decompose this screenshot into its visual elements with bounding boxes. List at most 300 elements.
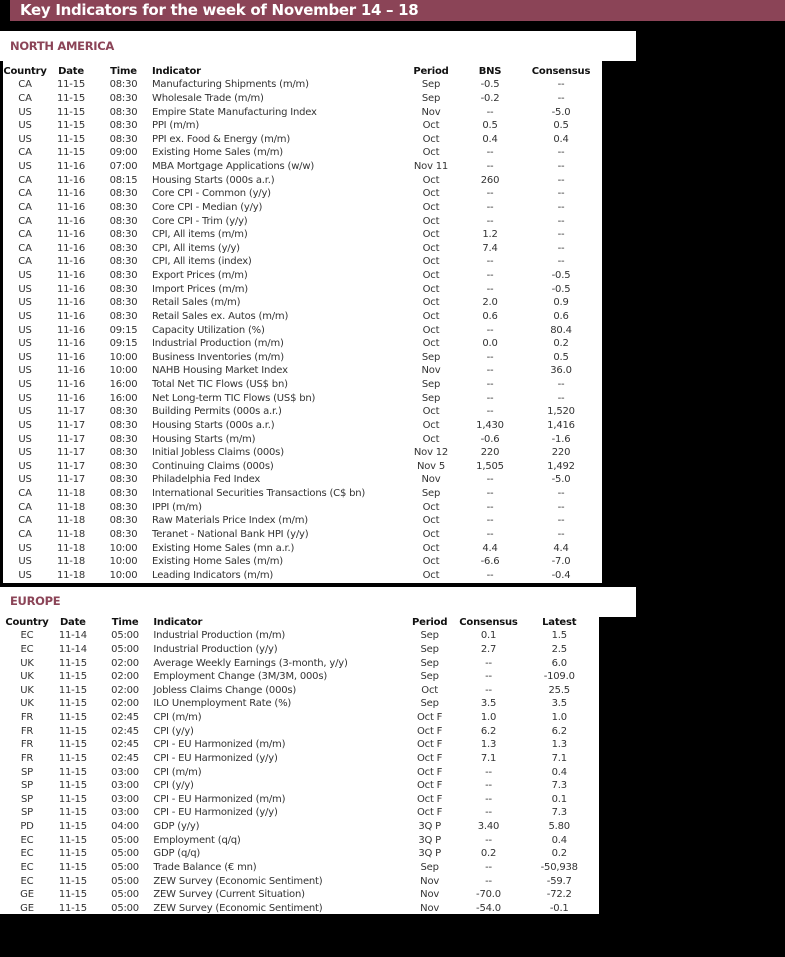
cell-date: 11-16	[56, 161, 86, 173]
cell-indicator: CPI, All items (y/y)	[152, 242, 240, 254]
cell-indicator: Total Net TIC Flows (US$ bn)	[152, 379, 288, 391]
cell-value-b: --	[557, 161, 565, 173]
cell-period: Oct F	[417, 752, 443, 764]
cell-date: 11-16	[56, 324, 86, 336]
cell-country: CA	[18, 188, 32, 200]
cell-value-a: 3.5	[480, 698, 497, 710]
cell-indicator: MBA Mortgage Applications (w/w)	[152, 161, 315, 173]
table-row	[5, 874, 599, 888]
cell-indicator: Net Long-term TIC Flows (US$ bn)	[152, 392, 316, 404]
cell-period: Sep	[420, 698, 439, 710]
cell-time: 02:00	[111, 684, 139, 696]
cell-value-a: --	[486, 351, 494, 363]
cell-country: EC	[20, 834, 34, 846]
cell-country: US	[18, 419, 32, 431]
cell-indicator: Initial Jobless Claims (000s)	[152, 447, 284, 459]
cell-value-a: 0.4	[482, 133, 498, 145]
cell-value-a: --	[486, 488, 494, 500]
cell-value-a: --	[486, 256, 494, 268]
cell-time: 16:00	[109, 379, 138, 391]
cell-date: 11-15	[58, 698, 87, 710]
cell-value-a: --	[486, 106, 494, 118]
cell-date: 11-15	[58, 793, 87, 805]
cell-time: 10:00	[109, 351, 138, 363]
cell-value-b: --	[557, 201, 565, 213]
cell-indicator: Core CPI - Trim (y/y)	[152, 215, 248, 227]
cell-value-a: -0.5	[480, 79, 500, 91]
cell-period: Oct F	[417, 712, 443, 724]
cell-period: Sep	[421, 392, 441, 404]
cell-indicator: Business Inventories (m/m)	[152, 351, 284, 363]
cell-time: 08:30	[109, 488, 138, 500]
cell-country: UK	[20, 684, 34, 696]
cell-value-a: --	[485, 657, 492, 669]
cell-time: 05:00	[111, 902, 139, 914]
cell-value-a: --	[486, 324, 494, 336]
cell-time: 08:30	[109, 460, 138, 472]
cell-time: 02:45	[111, 725, 139, 737]
cell-value-a: -54.0	[476, 902, 501, 914]
cell-period: Nov 5	[416, 460, 446, 472]
cell-value-b: 5.80	[548, 821, 570, 833]
cell-value-b: 7.3	[551, 780, 567, 792]
cell-country: PD	[20, 821, 34, 833]
cell-date: 11-15	[56, 92, 86, 104]
cell-country: GE	[20, 902, 34, 914]
cell-value-a: 1.0	[480, 712, 497, 724]
cell-period: Oct	[422, 515, 440, 527]
cell-value-a: --	[486, 569, 494, 581]
table-row	[3, 569, 601, 583]
cell-value-b: -0.4	[551, 569, 571, 581]
cell-period: Oct	[422, 310, 440, 322]
cell-country: US	[18, 379, 32, 391]
col-header-date: Date	[59, 617, 86, 628]
cell-date: 11-15	[56, 133, 86, 145]
table-row	[3, 119, 601, 133]
cell-time: 08:30	[109, 106, 138, 118]
cell-country: EC	[20, 630, 34, 642]
cell-time: 08:15	[109, 174, 138, 186]
cell-country: US	[18, 297, 32, 309]
cell-country: UK	[20, 657, 34, 669]
cell-date: 11-16	[56, 283, 86, 295]
cell-country: US	[18, 351, 32, 363]
col-header-country: Country	[3, 66, 47, 77]
cell-value-b: 0.9	[553, 297, 569, 309]
table-row	[5, 847, 599, 861]
cell-time: 08:30	[109, 310, 138, 322]
table-row	[5, 643, 599, 657]
cell-value-b: 0.5	[553, 120, 569, 132]
table-row	[3, 351, 601, 365]
cell-value-a: --	[485, 807, 492, 819]
cell-indicator: International Securities Transactions (C$ bn)	[152, 488, 366, 500]
cell-value-a: --	[486, 283, 494, 295]
cell-time: 05:00	[111, 834, 139, 846]
cell-value-a: 1.2	[482, 229, 498, 241]
cell-value-b: 4.4	[553, 542, 569, 554]
cell-period: Sep	[420, 630, 439, 642]
cell-country: CA	[18, 201, 32, 213]
cell-value-b: --	[557, 147, 565, 159]
cell-country: FR	[20, 725, 34, 737]
cell-value-b: 3.5	[551, 698, 567, 710]
table-row	[3, 378, 601, 392]
cell-date: 11-16	[56, 242, 86, 254]
table-row	[5, 629, 599, 643]
cell-date: 11-16	[56, 379, 86, 391]
cell-indicator: Capacity Utilization (%)	[152, 324, 265, 336]
cell-period: Nov	[420, 889, 440, 901]
cell-indicator: GDP (q/q)	[153, 848, 201, 860]
cell-period: Oct	[422, 501, 440, 513]
cell-date: 11-15	[58, 712, 87, 724]
cell-value-b: -5.0	[551, 106, 571, 118]
cell-date: 11-18	[56, 569, 86, 581]
table-row	[5, 697, 599, 711]
cell-indicator: Existing Home Sales (m/m)	[152, 556, 283, 568]
cell-period: Sep	[421, 79, 441, 91]
cell-indicator: NAHB Housing Market Index	[152, 365, 288, 377]
cell-period: Oct	[422, 542, 440, 554]
cell-date: 11-17	[56, 419, 86, 431]
cell-indicator: Trade Balance (€ mn)	[153, 861, 257, 873]
cell-country: CA	[18, 215, 32, 227]
cell-country: US	[18, 406, 32, 418]
cell-indicator: Leading Indicators (m/m)	[152, 569, 274, 581]
cell-value-b: 6.0	[551, 657, 567, 669]
cell-date: 11-16	[56, 201, 86, 213]
cell-country: FR	[20, 712, 34, 724]
cell-period: Nov	[420, 902, 440, 914]
cell-value-a: 7.4	[482, 242, 498, 254]
cell-date: 11-15	[58, 848, 87, 860]
cell-period: Sep	[421, 351, 441, 363]
cell-value-a: --	[485, 671, 492, 683]
cell-time: 04:00	[111, 821, 139, 833]
cell-time: 08:30	[109, 229, 138, 241]
cell-date: 11-15	[58, 739, 87, 751]
table-row	[5, 738, 599, 752]
table-row	[3, 528, 601, 542]
cell-country: US	[18, 283, 32, 295]
cell-date: 11-17	[56, 406, 86, 418]
cell-period: Oct	[422, 338, 440, 350]
cell-country: CA	[18, 242, 32, 254]
cell-value-b: --	[557, 92, 565, 104]
cell-time: 08:30	[109, 201, 138, 213]
cell-value-b: --	[557, 215, 565, 227]
cell-indicator: Export Prices (m/m)	[152, 270, 248, 282]
table-row	[3, 473, 601, 487]
cell-period: Sep	[420, 671, 439, 683]
table-row	[3, 337, 601, 351]
table-row	[3, 255, 601, 269]
cell-indicator: Core CPI - Median (y/y)	[152, 201, 263, 213]
europe-table-body	[5, 629, 599, 915]
cell-date: 11-18	[56, 515, 86, 527]
table-row	[3, 269, 601, 283]
cell-value-a: --	[485, 780, 492, 792]
europe-panel	[0, 617, 599, 914]
cell-country: US	[18, 133, 32, 145]
cell-time: 05:00	[111, 889, 139, 901]
cell-indicator: Housing Starts (m/m)	[152, 433, 256, 445]
cell-period: Oct	[422, 215, 440, 227]
cell-indicator: ILO Unemployment Rate (%)	[153, 698, 292, 710]
cell-value-b: -0.1	[549, 902, 569, 914]
table-row	[3, 364, 601, 378]
cell-time: 08:30	[109, 120, 138, 132]
cell-time: 08:30	[109, 188, 138, 200]
cell-indicator: Manufacturing Shipments (m/m)	[152, 79, 309, 91]
cell-time: 09:15	[109, 324, 138, 336]
cell-value-b: 0.4	[551, 834, 567, 846]
table-row	[3, 460, 601, 474]
cell-period: Sep	[421, 379, 441, 391]
cell-indicator: Housing Starts (000s a.r.)	[152, 419, 275, 431]
cell-date: 11-15	[56, 147, 86, 159]
col-header-latest: Latest	[542, 617, 577, 628]
cell-time: 07:00	[109, 161, 138, 173]
cell-date: 11-16	[56, 215, 86, 227]
cell-period: Oct	[422, 133, 440, 145]
cell-period: Oct	[422, 270, 440, 282]
cell-indicator: Jobless Claims Change (000s)	[153, 684, 297, 696]
cell-time: 08:30	[109, 256, 138, 268]
cell-country: EC	[20, 875, 34, 887]
cell-value-a: --	[486, 392, 494, 404]
cell-date: 11-16	[56, 297, 86, 309]
cell-value-a: --	[486, 188, 494, 200]
table-row	[5, 711, 599, 725]
table-row	[3, 92, 601, 106]
cell-value-a: --	[485, 875, 492, 887]
cell-time: 03:00	[111, 766, 139, 778]
cell-value-a: 0.0	[482, 338, 498, 350]
cell-date: 11-14	[58, 630, 87, 642]
cell-time: 05:00	[111, 861, 139, 873]
table-row	[3, 541, 601, 555]
table-row	[5, 670, 599, 684]
cell-date: 11-16	[56, 351, 86, 363]
cell-value-b: --	[557, 528, 565, 540]
cell-country: US	[18, 392, 32, 404]
cell-indicator: Continuing Claims (000s)	[152, 460, 274, 472]
table-row	[5, 752, 599, 766]
cell-time: 08:30	[109, 433, 138, 445]
cell-period: Oct	[422, 188, 440, 200]
cell-country: UK	[20, 671, 34, 683]
cell-time: 08:30	[109, 242, 138, 254]
cell-period: Nov	[421, 106, 441, 118]
table-row	[3, 282, 601, 296]
cell-time: 05:00	[111, 630, 139, 642]
cell-value-b: -59.7	[546, 875, 572, 887]
cell-value-a: 1,430	[476, 419, 504, 431]
cell-date: 11-17	[56, 474, 86, 486]
cell-country: US	[18, 447, 32, 459]
table-row	[5, 833, 599, 847]
table-row	[3, 487, 601, 501]
cell-period: Oct	[422, 297, 440, 309]
col-header-time: Time	[111, 617, 139, 628]
col-header-time: Time	[110, 66, 137, 77]
cell-country: EC	[20, 643, 34, 655]
cell-time: 08:30	[109, 528, 138, 540]
cell-country: CA	[18, 515, 32, 527]
cell-period: Nov 12	[413, 447, 449, 459]
cell-indicator: Existing Home Sales (m/m)	[152, 147, 283, 159]
cell-value-b: --	[557, 174, 565, 186]
cell-indicator: Retail Sales (m/m)	[152, 297, 241, 309]
cell-period: Oct F	[417, 793, 443, 805]
cell-value-b: 1.0	[551, 712, 567, 724]
cell-value-a: --	[486, 406, 494, 418]
cell-date: 11-16	[56, 310, 86, 322]
cell-value-a: 1,505	[476, 460, 504, 472]
cell-date: 11-15	[58, 780, 87, 792]
table-row	[5, 724, 599, 738]
cell-time: 02:45	[111, 712, 139, 724]
table-row	[3, 228, 601, 242]
table-row	[5, 861, 599, 875]
col-header-period: Period	[411, 617, 448, 628]
cell-value-b: 1,520	[547, 406, 575, 418]
cell-value-a: --	[486, 147, 494, 159]
cell-value-b: --	[557, 79, 565, 91]
cell-indicator: CPI (y/y)	[153, 780, 194, 792]
cell-value-b: --	[557, 379, 565, 391]
cell-value-a: --	[485, 766, 492, 778]
col-header-consensus: Consensus	[531, 66, 591, 77]
cell-indicator: ZEW Survey (Economic Sentiment)	[153, 902, 323, 914]
cell-indicator: Philadelphia Fed Index	[152, 474, 261, 486]
cell-value-a: --	[486, 365, 494, 377]
cell-value-b: -1.6	[551, 433, 571, 445]
cell-value-a: 3.40	[477, 821, 500, 833]
col-header-indicator: Indicator	[152, 66, 201, 77]
cell-period: Oct F	[417, 739, 443, 751]
cell-country: CA	[18, 79, 32, 91]
cell-country: US	[18, 569, 32, 581]
cell-value-a: --	[486, 474, 494, 486]
cell-period: 3Q P	[418, 821, 441, 833]
cell-period: Nov	[421, 474, 441, 486]
cell-period: Nov 11	[413, 161, 449, 173]
cell-value-b: --	[557, 229, 565, 241]
table-row	[5, 779, 599, 793]
table-row	[5, 806, 599, 820]
cell-indicator: Import Prices (m/m)	[152, 283, 249, 295]
col-header-bns: BNS	[478, 66, 502, 77]
cell-time: 03:00	[111, 793, 139, 805]
cell-value-a: 0.6	[482, 310, 498, 322]
cell-value-b: 1,416	[547, 419, 575, 431]
cell-indicator: Industrial Production (y/y)	[153, 643, 278, 655]
cell-date: 11-16	[56, 256, 86, 268]
cell-country: CA	[18, 256, 32, 268]
cell-time: 08:30	[109, 92, 138, 104]
cell-indicator: Empire State Manufacturing Index	[152, 106, 317, 118]
cell-country: SP	[21, 766, 33, 778]
cell-period: Oct F	[417, 780, 443, 792]
cell-indicator: PPI (m/m)	[152, 120, 200, 132]
europe-heading: EUROPE	[0, 587, 636, 617]
cell-date: 11-15	[58, 671, 87, 683]
cell-value-b: 0.2	[551, 848, 567, 860]
cell-time: 05:00	[111, 875, 139, 887]
cell-date: 11-16	[56, 365, 86, 377]
cell-value-b: 2.5	[551, 643, 567, 655]
cell-indicator: Average Weekly Earnings (3-month, y/y)	[153, 657, 348, 669]
table-row	[5, 902, 599, 916]
cell-value-b: 7.1	[551, 752, 567, 764]
cell-value-a: 7.1	[480, 752, 497, 764]
cell-period: Oct F	[417, 725, 443, 737]
cell-value-b: --	[557, 501, 565, 513]
cell-date: 11-16	[56, 338, 86, 350]
table-row	[5, 656, 599, 670]
cell-date: 11-15	[56, 79, 86, 91]
cell-date: 11-15	[58, 725, 87, 737]
cell-time: 03:00	[111, 807, 139, 819]
table-row	[3, 323, 601, 337]
cell-period: Oct	[422, 229, 440, 241]
table-row	[3, 446, 601, 460]
cell-date: 11-15	[58, 902, 87, 914]
cell-country: SP	[21, 780, 33, 792]
cell-date: 11-16	[56, 188, 86, 200]
table-header-row	[3, 65, 601, 78]
cell-date: 11-17	[56, 460, 86, 472]
cell-indicator: PPI ex. Food & Energy (m/m)	[152, 133, 291, 145]
col-header-period: Period	[413, 66, 449, 77]
col-header-country: Country	[5, 617, 49, 628]
cell-country: GE	[20, 889, 34, 901]
cell-indicator: GDP (y/y)	[153, 821, 200, 833]
cell-value-a: 220	[480, 447, 500, 459]
cell-period: Sep	[420, 657, 439, 669]
table-row	[3, 133, 601, 147]
cell-period: Sep	[421, 92, 441, 104]
cell-indicator: CPI (m/m)	[153, 712, 202, 724]
table-row	[3, 78, 601, 92]
cell-time: 08:30	[109, 283, 138, 295]
cell-time: 09:15	[109, 338, 138, 350]
cell-value-a: 2.0	[482, 297, 498, 309]
cell-time: 05:00	[111, 643, 139, 655]
cell-value-b: 1,492	[547, 460, 575, 472]
cell-indicator: CPI, All items (index)	[152, 256, 252, 268]
cell-value-a: --	[486, 501, 494, 513]
table-row	[3, 500, 601, 514]
cell-period: Oct	[422, 324, 440, 336]
cell-country: US	[18, 106, 32, 118]
cell-period: Oct	[421, 684, 438, 696]
cell-country: UK	[20, 698, 34, 710]
cell-country: SP	[21, 807, 33, 819]
cell-value-a: --	[486, 528, 494, 540]
cell-time: 05:00	[111, 848, 139, 860]
table-row	[5, 888, 599, 902]
cell-value-a: 0.1	[480, 630, 497, 642]
cell-date: 11-15	[56, 120, 86, 132]
table-header-row	[5, 616, 599, 629]
cell-indicator: Existing Home Sales (mn a.r.)	[152, 542, 295, 554]
cell-value-b: 80.4	[550, 324, 572, 336]
